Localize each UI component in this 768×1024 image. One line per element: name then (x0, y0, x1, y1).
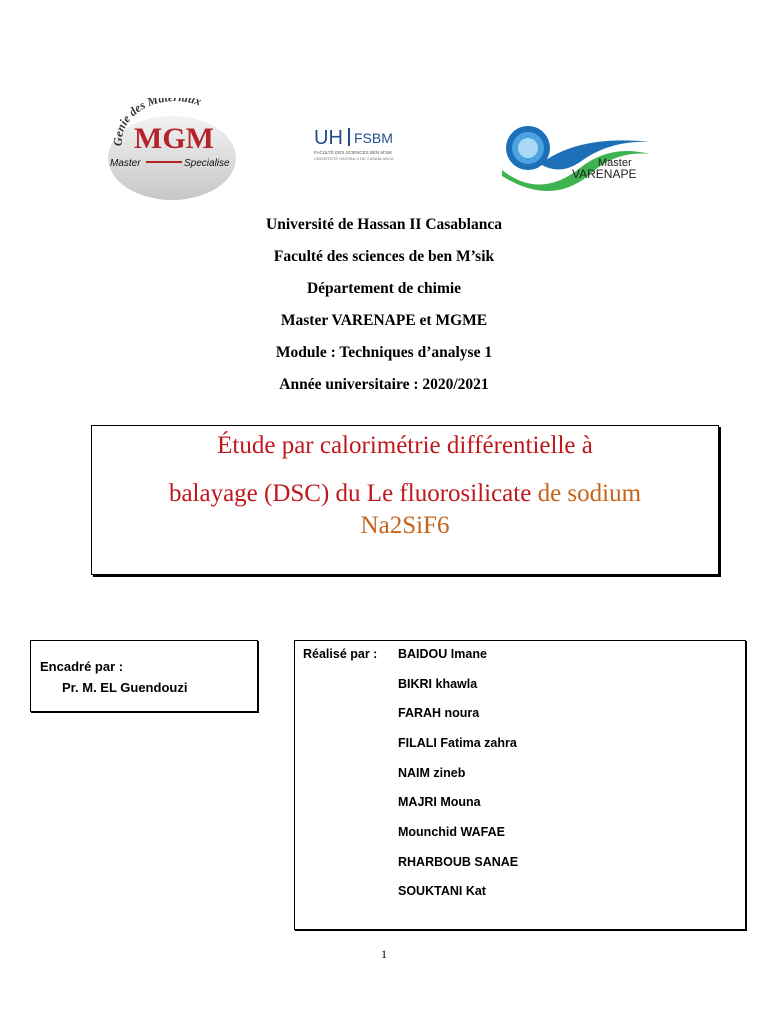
title-line-2-orange: de sodium (531, 480, 642, 507)
team-member: MAJRI Mouna (398, 795, 481, 809)
supervisor-label: Encadré par : (40, 659, 124, 674)
team-label: Réalisé par : (303, 647, 378, 661)
mgm-main-text: MGM (134, 122, 214, 155)
fsbm-logo (312, 122, 412, 168)
fsbm-sub2: UNIVERSITÉ HASSAN II DE CASABLANCA (314, 156, 394, 161)
mgm-arc-text: Genie des Ma ux (110, 98, 204, 147)
mgm-specialise-text: Specialise (184, 158, 230, 169)
team-member: RHARBOUB SANAE (398, 855, 519, 869)
varenape-line1: Master (598, 157, 632, 169)
team-member: FARAH noura (398, 706, 480, 720)
team-member: BAIDOU Imane (398, 647, 487, 661)
supervisor-name: Pr. M. EL Guendouzi (62, 680, 188, 695)
university-name: Université de Hassan II Casablanca (266, 216, 502, 233)
faculty-name: Faculté des sciences de ben M’sik (273, 248, 495, 265)
title-line-3: Na2SiF6 (360, 512, 450, 539)
master-name: Master VARENAPE et MGME (280, 312, 488, 329)
department-name: Département de chimie (306, 280, 462, 297)
title-line-2 (92, 480, 718, 508)
team-member: BIKRI khawla (398, 677, 478, 691)
page-number: 1 (381, 947, 387, 961)
varenape-line2: VARENAPE (572, 167, 637, 181)
varenape-logo (500, 120, 660, 198)
team-member: FILALI Fatima zahra (398, 736, 517, 750)
fsbm-sub1: FACULTÉ DES SCIENCES BEN M'SIK (314, 150, 393, 155)
supervisor-box (30, 640, 258, 712)
academic-year: Année universitaire : 2020/2021 (279, 376, 489, 393)
mgm-master-text: Master (110, 158, 141, 169)
team-box (294, 640, 746, 930)
mgm-logo (100, 98, 245, 202)
team-member: Mounchid WAFAE (398, 825, 505, 839)
team-member: NAIM zineb (398, 766, 466, 780)
team-member: SOUKTANI Kat (398, 884, 486, 898)
title-line-1: Étude par calorimétrie différentielle à (217, 432, 593, 459)
title-line-2-red: balayage (DSC) du Le fluorosilicate (168, 480, 532, 507)
title-box (91, 425, 719, 575)
fsbm-name: FSBM (354, 130, 393, 146)
module-name: Module : Techniques d’analyse 1 (275, 344, 493, 361)
fsbm-mark: UH (314, 127, 343, 149)
